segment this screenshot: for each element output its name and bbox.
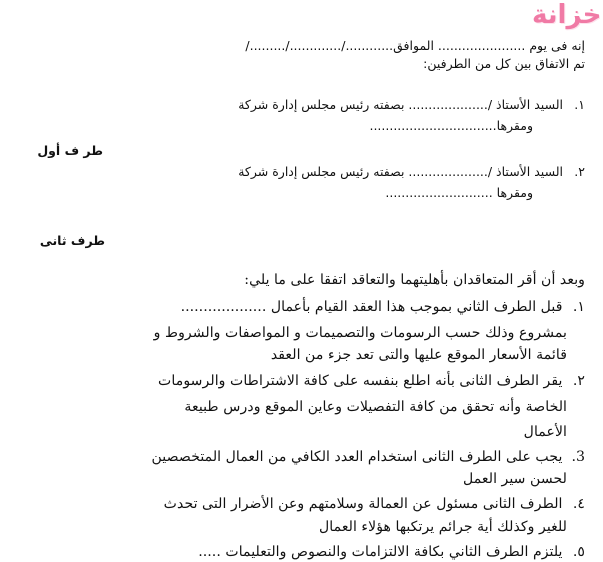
clause-2-number: ٢. bbox=[572, 373, 585, 389]
party-2-number: ٢. bbox=[574, 164, 585, 179]
party-2-line2: ومقرها ........................... bbox=[385, 185, 533, 200]
party-1-role: طر ف أول bbox=[37, 143, 103, 158]
clause-5-text-1: يلتزم الطرف الثاني بكافة الالتزامات والنصوص والتعليمات ..... bbox=[198, 544, 563, 560]
party-1-line2: ومقرها................................ bbox=[369, 118, 533, 133]
clause-4-line2: للغير وكذلك أية جرائم يرتكبها هؤلاء العمال bbox=[318, 519, 567, 535]
clause-1-line3: قائمة الأسعار الموقع عليها والتى تعد جزء من العقد bbox=[270, 347, 567, 363]
clause-4-number: ٤. bbox=[572, 496, 585, 512]
party-1-number: ١. bbox=[574, 97, 585, 112]
party-2-text: السيد الأستاذ /.................... بصفته رئيس مجلس إدارة شركة bbox=[238, 164, 564, 179]
clause-2-line2: الخاصة وأنه تحقق من كافة التفصيلات وعاين الموقع ودرس طبيعة bbox=[184, 399, 567, 415]
party-1-line1 bbox=[238, 97, 585, 113]
party-2-role: طرف ثانى bbox=[39, 233, 105, 248]
clause-3-number: 3. bbox=[571, 449, 585, 465]
site-logo: خزانة bbox=[532, 0, 602, 30]
clause-3-line2: لحسن سير العمل bbox=[462, 471, 567, 487]
clause-1-line1 bbox=[181, 298, 585, 317]
clause-4-text-1: الطرف الثانى مسئول عن العمالة وسلامتهم وعن الأضرار التى تحدث bbox=[163, 496, 563, 512]
clause-2-text-1: يقر الطرف الثانى بأنه اطلع بنفسه على كافة الاشتراطات والرسومات bbox=[158, 373, 563, 389]
clause-3-line1 bbox=[152, 448, 586, 467]
clause-2-line3: الأعمال bbox=[523, 424, 567, 440]
clause-2-line1 bbox=[158, 372, 585, 391]
clause-3-text-1: يجب على الطرف الثانى استخدام العدد الكافي من العمال المتخصصين bbox=[151, 449, 563, 465]
date-line: إنه فى يوم ...................... الموافق............/............./........./ bbox=[245, 38, 585, 53]
preamble: وبعد أن أقر المتعاقدان بأهليتهما والتعاقد اتفقا على ما يلي: bbox=[244, 272, 585, 288]
clause-4-line1 bbox=[164, 495, 585, 514]
clause-1-number: ١. bbox=[572, 299, 585, 315]
clause-1-text-1: قبل الطرف الثاني بموجب هذا العقد القيام بأعمال ................... bbox=[180, 299, 563, 315]
agreement-line: تم الاتفاق بين كل من الطرفين: bbox=[423, 56, 585, 71]
clause-1-line2: بمشروع وذلك حسب الرسومات والتصميمات و المواصفات والشروط و bbox=[153, 325, 567, 341]
clause-5-number: ٥. bbox=[572, 544, 585, 560]
party-2-line1 bbox=[238, 164, 585, 180]
party-1-text: السيد الأستاذ /.................... بصفته رئيس مجلس إدارة شركة bbox=[238, 97, 564, 112]
